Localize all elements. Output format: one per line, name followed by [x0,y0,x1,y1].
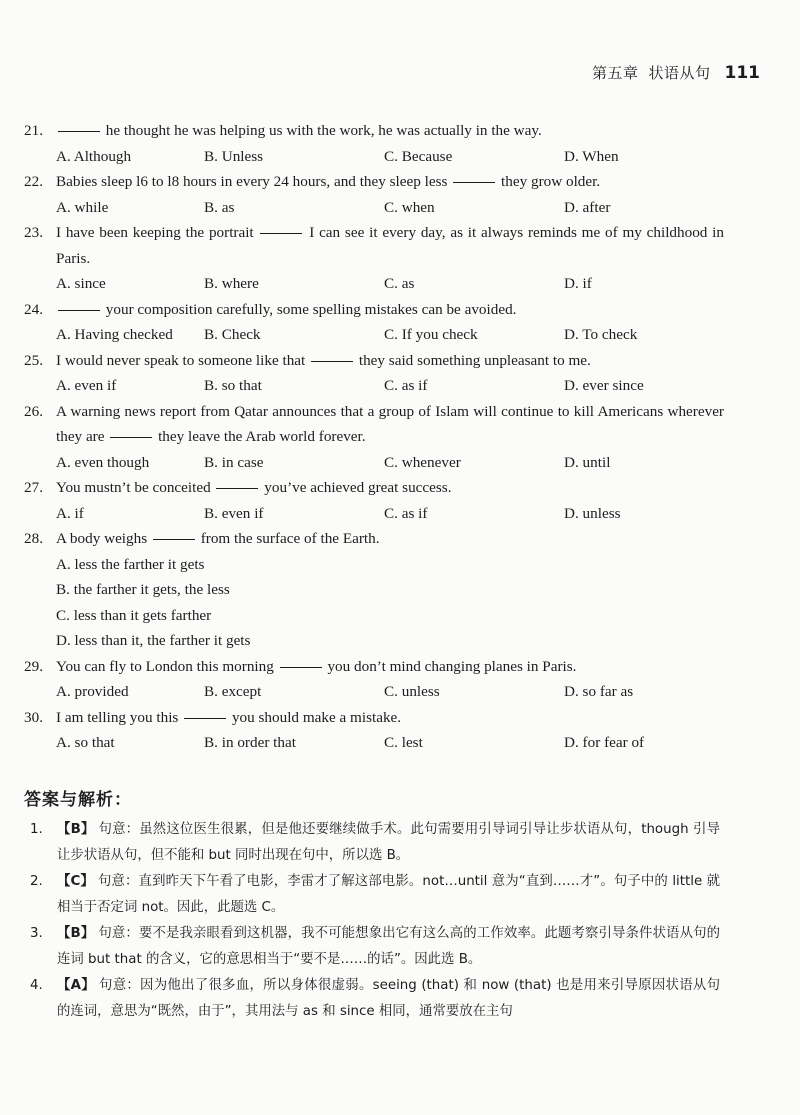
question-21 [24,118,724,144]
answer-item [30,869,720,921]
answer-blank [453,181,495,183]
answer-number: 1. [30,822,43,837]
chapter-label: 第五章 [591,64,639,82]
answer-blank [58,130,100,132]
option-c: C. as if [384,504,428,522]
stem-after-blank: they grow older. [497,173,601,190]
option-d: D. less than it, the farther it gets [56,632,251,649]
option-d: D. for fear of [564,734,645,751]
option-row [24,373,724,399]
question-stem [56,399,724,450]
option-a: A. if [56,504,84,522]
section-label: 状语从句 [648,64,711,82]
answer-blank [184,717,226,719]
option-row [24,195,724,221]
stem-after-blank: from the surface of the Earth. [196,530,380,547]
answer-explanation [57,973,720,1025]
stem-before-blank: I am telling you this [56,708,183,726]
question-stem [56,118,724,144]
question-stem [56,705,724,731]
answer-key: 【A】 [57,978,96,993]
question-30 [24,705,724,731]
question-number: 26. [24,402,43,420]
running-title [592,62,711,83]
option-b: B. as [204,198,235,216]
answer-blank [311,360,353,362]
option-a: A. Having checked [56,326,173,343]
option-row [24,144,724,170]
option-d: D. after [564,198,611,216]
answer-item [30,921,720,973]
option-b: B. where [204,275,259,292]
option-c: C. as [384,275,415,292]
question-26 [24,399,724,450]
answer-item [30,817,720,869]
question-24 [24,297,724,323]
question-23 [24,220,724,271]
option-row [24,501,724,527]
answer-blank [216,487,258,489]
stem-after-blank: they leave the Arab world forever. [154,428,366,445]
question-number: 25. [24,351,43,369]
option-d: D. To check [564,326,638,343]
option-d: D. if [564,275,592,292]
option-d: D. so far as [564,683,634,700]
stem-after-blank: I can see it every day, as it always reminds me of my childhood in Paris. [56,224,724,267]
option-a: A. since [56,275,106,292]
stem-before-blank: A body weighs [56,530,151,547]
stem-after-blank: he thought he was helping us with the work, he was actually in the way. [102,122,542,139]
answer-blank [280,666,322,668]
question-number: 21. [24,122,43,139]
option-c: C. less than it gets farther [56,606,212,624]
stem-after-blank: they said something unpleasant to me. [355,351,591,369]
question-29 [24,654,724,680]
stem-before-blank: A warning news report from Qatar announces that a group of Islam will continue to kill Americans wherever they are [56,402,724,445]
stem-before-blank: Babies sleep l6 to l8 hours in every 24 hours, and they sleep less [56,173,452,190]
question-list [24,118,724,756]
question-22 [24,169,724,195]
question-number: 22. [24,173,43,190]
option-c: C. whenever [384,453,461,471]
question-number: 29. [24,657,43,675]
answer-explanation [57,817,720,869]
option-c: C. when [384,198,435,216]
answer-number: 4. [30,978,43,993]
option-b: B. Unless [204,147,264,165]
option-b: B. in case [204,453,264,471]
page-header [592,62,760,83]
answer-list [30,817,720,1025]
option-a: A. even if [56,377,117,394]
answers-heading: 答案与解析： [24,790,132,810]
option-d: D. ever since [564,377,644,394]
question-number: 27. [24,479,43,496]
option-a: A. less the farther it gets [56,555,205,573]
option-c: C. If you check [384,326,478,343]
option-row [24,679,724,705]
answer-item [30,973,720,1025]
option-row [24,271,724,297]
option-b: B. even if [204,504,264,522]
answer-key: 【C】 [57,874,94,889]
question-stem [56,297,724,323]
option-b: B. except [204,683,262,700]
option-a: A. even though [56,453,150,471]
answer-explanation [57,869,720,921]
answer-blank [153,538,195,540]
option-a: A. so that [56,734,115,751]
option-b: B. in order that [204,734,296,751]
question-stem [56,654,724,680]
stem-before-blank: You mustn’t be conceited [56,479,215,496]
question-stem [56,169,724,195]
question-28 [24,526,724,552]
option-column [24,552,724,654]
option-row [24,730,724,756]
option-a: A. provided [56,683,129,700]
question-stem [56,475,724,501]
answer-text: 句意：要不是我亲眼看到这机器，我不可能想象出它有这么高的工作效率。此题考察引导条件状语从句的连词 but that 的含义，它的意思相当于“要不是……的话”。因此选 B。 [57,926,720,967]
stem-before-blank: I would never speak to someone like that [56,351,310,369]
answer-number: 2. [30,874,43,889]
option-row [24,322,724,348]
question-27 [24,475,724,501]
answer-number: 3. [30,926,43,941]
answer-key: 【B】 [57,822,95,837]
option-b: B. Check [204,326,261,343]
answer-blank [58,309,100,311]
answer-text: 句意：因为他出了很多血，所以身体很虚弱。seeing (that) 和 now (that) 也是用来引导原因状语从句的连词，意思为“既然，由于”，其用法与 as 和 since 相同，通常要放在主句 [57,978,720,1019]
stem-before-blank: You can fly to London this morning [56,657,278,675]
option-c: C. unless [384,683,440,700]
question-number: 30. [24,708,43,726]
answer-explanation [57,921,720,973]
answer-text: 句意：直到昨天下午看了电影，李雷才了解这部电影。not…until 意为“直到……才”。句子中的 little 就相当于否定词 not。因此，此题选 C。 [57,874,721,915]
option-c: C. lest [384,734,423,751]
option-b: B. so that [204,377,262,394]
question-stem [56,348,724,374]
answer-key: 【B】 [57,926,95,941]
stem-after-blank: your composition carefully, some spelling mistakes can be avoided. [102,300,517,318]
stem-before-blank: I have been keeping the portrait [56,224,259,241]
option-a: A. while [56,198,109,216]
question-number: 24. [24,300,43,318]
stem-after-blank: you’ve achieved great success. [260,479,452,496]
option-c: C. Because [384,147,453,165]
question-number: 28. [24,530,43,547]
option-b: B. the farther it gets, the less [56,581,230,598]
option-d: D. When [564,147,619,165]
option-d: D. unless [564,504,621,522]
question-25 [24,348,724,374]
stem-after-blank: you don’t mind changing planes in Paris. [323,657,577,675]
answer-blank [260,232,302,234]
option-d: D. until [564,453,611,471]
answer-text: 句意：虽然这位医生很累，但是他还要继续做手术。此句需要用引导词引导让步状语从句，though 引导让步状语从句，但不能和 but 同时出现在句中，所以选 B。 [57,822,720,863]
question-stem [56,220,724,271]
page-number: 111 [724,63,760,83]
question-stem [56,526,724,552]
option-a: A. Although [56,147,132,165]
answer-blank [110,436,152,438]
option-row [24,450,724,476]
stem-after-blank: you should make a mistake. [228,708,402,726]
question-number: 23. [24,224,43,241]
option-c: C. as if [384,377,428,394]
